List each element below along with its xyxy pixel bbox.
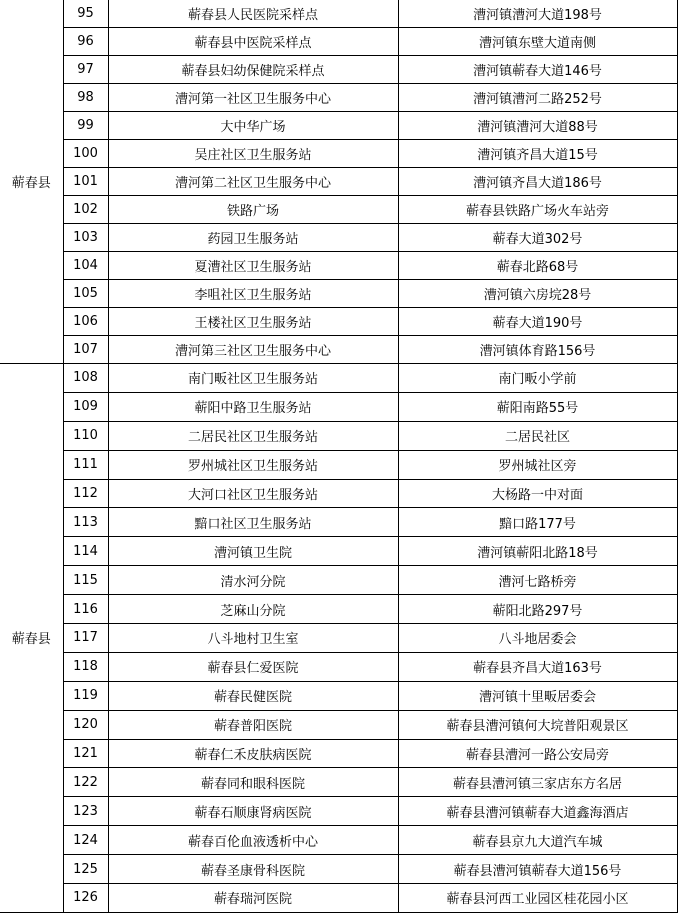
site-name-cell: 蕲春圣康骨科医院	[108, 855, 398, 884]
table-row	[0, 537, 677, 566]
row-number-cell: 96	[63, 28, 108, 56]
table-row	[0, 681, 677, 710]
site-name-cell: 蕲春同和眼科医院	[108, 768, 398, 797]
site-name-cell: 大河口社区卫生服务站	[108, 479, 398, 508]
table-row	[0, 479, 677, 508]
row-number-cell: 111	[63, 450, 108, 479]
site-address-cell: 黯口路177号	[398, 508, 677, 537]
table-row	[0, 28, 677, 56]
site-address-cell: 漕河镇十里畈居委会	[398, 681, 677, 710]
site-name-cell: 蕲春石顺康肾病医院	[108, 797, 398, 826]
row-number-cell: 114	[63, 537, 108, 566]
table-row	[0, 364, 677, 393]
site-name-cell: 蕲春县仁爱医院	[108, 652, 398, 681]
table-row	[0, 739, 677, 768]
site-address-cell: 蕲春县河西工业园区桂花园小区	[398, 884, 677, 913]
table-row	[0, 595, 677, 624]
site-address-cell: 漕河镇蕲阳北路18号	[398, 537, 677, 566]
row-number-cell: 122	[63, 768, 108, 797]
row-number-cell: 110	[63, 421, 108, 450]
row-number-cell: 118	[63, 652, 108, 681]
table-row	[0, 884, 677, 913]
row-number-cell: 106	[63, 308, 108, 336]
table-row	[0, 421, 677, 450]
site-name-cell: 蕲春仁禾皮肤病医院	[108, 739, 398, 768]
site-name-cell: 漕河镇卫生院	[108, 537, 398, 566]
row-number-cell: 116	[63, 595, 108, 624]
site-address-cell: 八斗地居委会	[398, 624, 677, 653]
site-name-cell: 大中华广场	[108, 112, 398, 140]
table-row	[0, 112, 677, 140]
site-name-cell: 蕲春民健医院	[108, 681, 398, 710]
site-name-cell: 吴庄社区卫生服务站	[108, 140, 398, 168]
table-row	[0, 797, 677, 826]
row-number-cell: 97	[63, 56, 108, 84]
site-name-cell: 蕲春县人民医院采样点	[108, 0, 398, 28]
table-row	[0, 280, 677, 308]
table-row	[0, 168, 677, 196]
site-name-cell: 漕河第二社区卫生服务中心	[108, 168, 398, 196]
row-number-cell: 104	[63, 252, 108, 280]
row-number-cell: 109	[63, 392, 108, 421]
row-number-cell: 107	[63, 336, 108, 364]
site-name-cell: 漕河第一社区卫生服务中心	[108, 84, 398, 112]
site-name-cell: 芝麻山分院	[108, 595, 398, 624]
table-row	[0, 652, 677, 681]
table-row	[0, 566, 677, 595]
table-row	[0, 0, 677, 28]
row-number-cell: 126	[63, 884, 108, 913]
site-address-cell: 蕲春县京九大道汽车城	[398, 826, 677, 855]
site-name-cell: 漕河第三社区卫生服务中心	[108, 336, 398, 364]
table-row	[0, 140, 677, 168]
row-number-cell: 124	[63, 826, 108, 855]
site-address-cell: 蕲阳北路297号	[398, 595, 677, 624]
site-address-cell: 蕲春县铁路广场火车站旁	[398, 196, 677, 224]
row-number-cell: 108	[63, 364, 108, 393]
site-address-cell: 大杨路一中对面	[398, 479, 677, 508]
table-row	[0, 252, 677, 280]
site-name-cell: 蕲春县妇幼保健院采样点	[108, 56, 398, 84]
row-number-cell: 120	[63, 710, 108, 739]
table-row	[0, 336, 677, 364]
county-cell: 蕲春县	[0, 364, 63, 913]
site-address-cell: 蕲春大道302号	[398, 224, 677, 252]
site-address-cell: 蕲春县齐昌大道163号	[398, 652, 677, 681]
table-row	[0, 450, 677, 479]
row-number-cell: 105	[63, 280, 108, 308]
site-name-cell: 南门畈社区卫生服务站	[108, 364, 398, 393]
site-name-cell: 蕲春县中医院采样点	[108, 28, 398, 56]
site-name-cell: 蕲阳中路卫生服务站	[108, 392, 398, 421]
site-address-cell: 蕲春县漕河镇蕲春大道鑫海酒店	[398, 797, 677, 826]
row-number-cell: 123	[63, 797, 108, 826]
site-address-cell: 罗州城社区旁	[398, 450, 677, 479]
site-address-cell: 二居民社区	[398, 421, 677, 450]
site-name-cell: 蕲春百伦血液透析中心	[108, 826, 398, 855]
site-address-cell: 蕲春县漕河一路公安局旁	[398, 739, 677, 768]
row-number-cell: 119	[63, 681, 108, 710]
site-address-cell: 蕲阳南路55号	[398, 392, 677, 421]
table-row	[0, 224, 677, 252]
site-address-cell: 蕲春县漕河镇三家店东方名居	[398, 768, 677, 797]
site-name-cell: 王楼社区卫生服务站	[108, 308, 398, 336]
table-row	[0, 855, 677, 884]
table-row	[0, 196, 677, 224]
site-address-cell: 漕河镇蕲春大道146号	[398, 56, 677, 84]
site-address-cell: 漕河七路桥旁	[398, 566, 677, 595]
site-address-cell: 漕河镇漕河二路252号	[398, 84, 677, 112]
table-row	[0, 624, 677, 653]
row-number-cell: 113	[63, 508, 108, 537]
row-number-cell: 100	[63, 140, 108, 168]
site-name-cell: 李咀社区卫生服务站	[108, 280, 398, 308]
site-name-cell: 八斗地村卫生室	[108, 624, 398, 653]
site-name-cell: 二居民社区卫生服务站	[108, 421, 398, 450]
site-name-cell: 蕲春瑞河医院	[108, 884, 398, 913]
row-number-cell: 95	[63, 0, 108, 28]
table-row	[0, 308, 677, 336]
row-number-cell: 98	[63, 84, 108, 112]
site-address-cell: 蕲春大道190号	[398, 308, 677, 336]
row-number-cell: 112	[63, 479, 108, 508]
row-number-cell: 125	[63, 855, 108, 884]
table-row	[0, 84, 677, 112]
site-address-cell: 蕲春县漕河镇何大垸普阳观景区	[398, 710, 677, 739]
site-address-cell: 漕河镇漕河大道88号	[398, 112, 677, 140]
site-name-cell: 清水河分院	[108, 566, 398, 595]
table-row	[0, 392, 677, 421]
row-number-cell: 99	[63, 112, 108, 140]
site-address-cell: 漕河镇齐昌大道186号	[398, 168, 677, 196]
site-address-cell: 漕河镇六房垸28号	[398, 280, 677, 308]
row-number-cell: 103	[63, 224, 108, 252]
table-row	[0, 768, 677, 797]
row-number-cell: 102	[63, 196, 108, 224]
site-name-cell: 蕲春普阳医院	[108, 710, 398, 739]
site-address-cell: 漕河镇体育路156号	[398, 336, 677, 364]
site-name-cell: 黯口社区卫生服务站	[108, 508, 398, 537]
site-name-cell: 药园卫生服务站	[108, 224, 398, 252]
site-address-cell: 漕河镇漕河大道198号	[398, 0, 677, 28]
row-number-cell: 121	[63, 739, 108, 768]
site-name-cell: 罗州城社区卫生服务站	[108, 450, 398, 479]
table-row	[0, 710, 677, 739]
row-number-cell: 115	[63, 566, 108, 595]
row-number-cell: 101	[63, 168, 108, 196]
site-address-cell: 漕河镇齐昌大道15号	[398, 140, 677, 168]
site-address-cell: 蕲春县漕河镇蕲春大道156号	[398, 855, 677, 884]
site-name-cell: 铁路广场	[108, 196, 398, 224]
table-row	[0, 56, 677, 84]
site-address-cell: 蕲春北路68号	[398, 252, 677, 280]
table-row	[0, 826, 677, 855]
county-cell: 蕲春县	[0, 0, 63, 364]
row-number-cell: 117	[63, 624, 108, 653]
site-address-cell: 南门畈小学前	[398, 364, 677, 393]
site-address-cell: 漕河镇东壁大道南侧	[398, 28, 677, 56]
site-name-cell: 夏漕社区卫生服务站	[108, 252, 398, 280]
table-row	[0, 508, 677, 537]
